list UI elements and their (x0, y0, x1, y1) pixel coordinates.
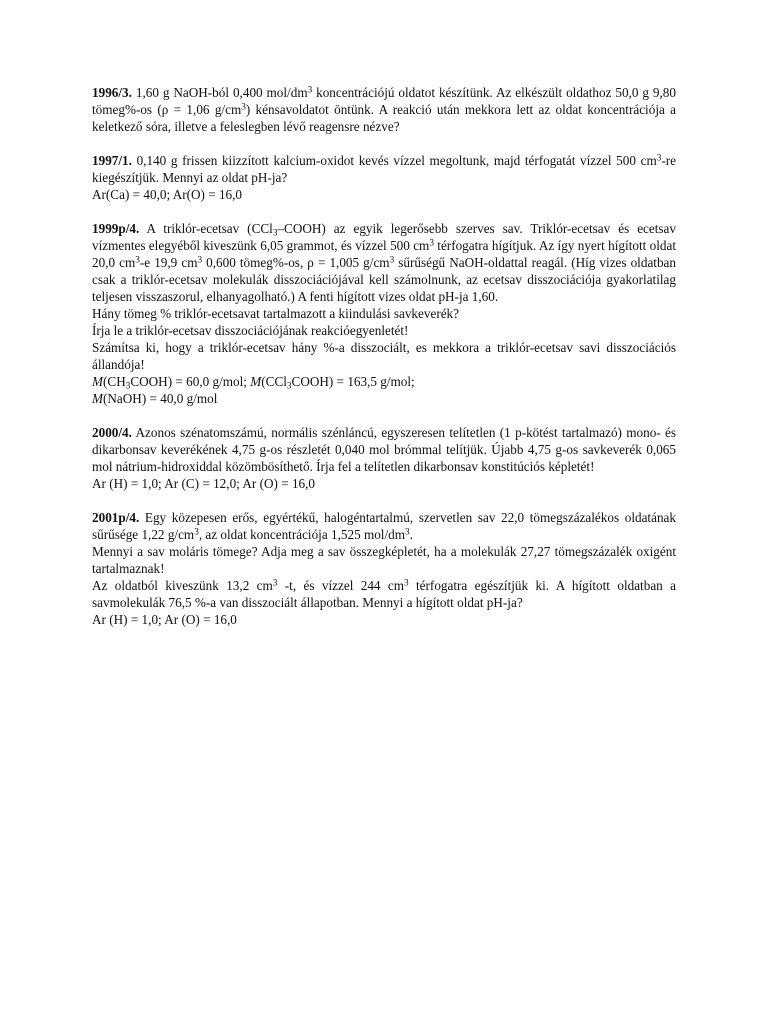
problem-19971 (92, 152, 676, 203)
problem-id: 1997/1. (92, 153, 132, 168)
problem-text: Azonos szénatomszámú, normális szénláncú, egyszeresen telítetlen (1 p-kötést tartalmazó) mono- és dikarbonsav keverékének 4,75 g-os részletét 0,040 mol brómmal telítjük. Újabb 4,75 g-os savkeverék 0,065 mol nátrium-hidroxiddal közömbösíthető. Írja fel a telítetlen dikarbonsav konstitúciós képletét! (92, 425, 676, 474)
problem-id: 2001p/4. (92, 510, 140, 525)
problem-line: Számítsa ki, hogy a triklór-ecetsav hány %-a disszociált, es mekkora a triklór-ecetsav savi disszociációs állandója! (92, 340, 676, 372)
problem-statement (92, 424, 676, 475)
problem-text: Egy közepesen erős, egyértékű, halogéntartalmú, szervetlen sav 22,0 tömegszázalékos oldatának sűrűsége 1,22 $g/cm^3$, az oldat koncentrációja 1,525 mol/$dm^3$. (92, 510, 676, 542)
problem-id: 1996/3. (92, 85, 132, 100)
problem-line: Ar (H) = 1,0; Ar (C) = 12,0; Ar (O) = 16,0 (92, 476, 316, 491)
problem-20004 (92, 424, 676, 492)
problem-line: M(NaOH) = 40,0 g/mol (92, 391, 218, 406)
problem-statement (92, 152, 676, 186)
problem-line: Hány tömeg % triklór-ecetsavat tartalmazott a kiindulási savkeverék? (92, 306, 460, 321)
problem-text: 0,140 g frissen kiizzított kalcium-oxidot kevés vízzel megoltunk, majd térfogatát vízzel 500 $cm^3-re$ kiegészítjük. Mennyi az oldat pH-ja? (92, 152, 676, 185)
problem-line: Írja le a triklór-ecetsav disszociációjának reakcióegyenletét! (92, 323, 409, 338)
problem-line: Ar(Ca) = 40,0; Ar(O) = 16,0 (92, 187, 243, 202)
problem-2001p4 (92, 509, 676, 628)
problem-line: Mennyi a sav moláris tömege? Adja meg a sav összegképletét, ha a molekulák 27,27 tömegszázalék oxigént tartalmaznak! (92, 544, 676, 576)
problem-statement (92, 509, 676, 543)
problem-19963 (92, 84, 676, 135)
problem-statement (92, 220, 676, 305)
problem-line: Ar (H) = 1,0; Ar (O) = 16,0 (92, 612, 237, 627)
problem-id: 1999p/4. (92, 221, 140, 236)
problem-line: $M(CH_3COOH) = 60,0$ g/mol; M(CCl$_3$COOH) = 163,5 g/mol; (92, 374, 415, 391)
problem-id: 2000/4. (92, 425, 132, 440)
problem-line: Az oldatból kiveszünk 13,2 $cm^3$ -t, és vízzel 244 $cm^3$ térfogatra egészítjük ki. A hígított oldatban a savmolekulák 76,5 %-a van disszociált állapotban. Mennyi a hígított oldat pH-ja? (92, 577, 676, 610)
problem-statement (92, 84, 676, 135)
problem-text: 1,60 g NaOH-ból 0,400 mol/$dm^3$ koncentrációjú oldatot készítünk. Az elkészült oldathoz 50,0 g 9,80 tömeg%-os (ρ = 1,06 $g/cm^3$) kénsavoldatot öntünk. A reakció után mekkora lett az oldat koncentrációja a keletkező sóra, illetve a feleslegben lévő reagensre nézve? (92, 84, 677, 134)
problem-list (92, 84, 676, 645)
problem-1999p4 (92, 220, 676, 407)
problem-text: A triklór-ecetsav (CCl$_3$–COOH) az egyik legerősebb szerves sav. Triklór-ecetsav és ecetsav vízmentes elegyéből kiveszünk 6,05 grammot, és vízzel 500 $cm^3$ térfogatra hígítjuk. Az így nyert hígított oldat 20,0 $cm^3-e$ 19,9 $cm^3$ 0,600 tömeg%-os, ρ = 1,005 $g/cm^3$ sűrűségű NaOH-oldattal reagál. (Híg vizes oldatban csak a triklór-ecetsav molekulák disszociációjával kell számolnunk, az ecetsav disszociációja gyakorlatilag teljesen visszaszorul, elhanyagolható.) A fenti hígított vizes oldat pH-ja 1,60. (92, 221, 677, 304)
